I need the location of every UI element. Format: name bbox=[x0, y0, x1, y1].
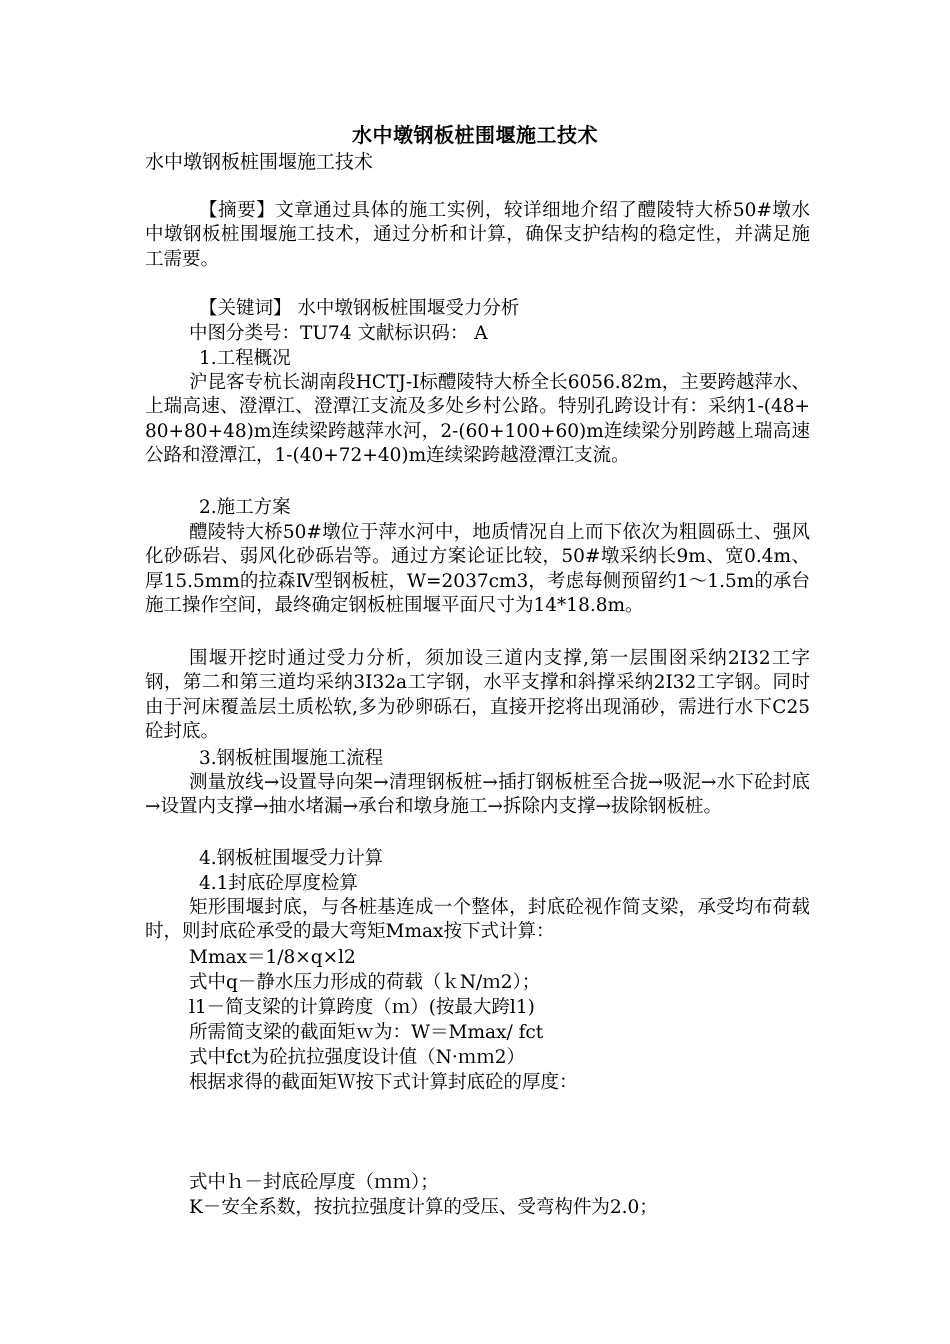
abstract-paragraph: 【摘要】文章通过具体的施工实例，较详细地介绍了醴陵特大桥50#墩水中墩钢板桩围堰施工技术，通过分析和计算，确保支护结构的稳定性，并满足施工需要。 bbox=[145, 200, 810, 270]
section-heading-1: 1.工程概况 bbox=[199, 348, 291, 369]
section-heading-3: 3.钢板桩围堰施工流程 bbox=[199, 748, 384, 769]
keywords-line: 【关键词】 水中墩钢板桩围堰受力分析 bbox=[199, 298, 520, 319]
formula-w-definition: 所需简支梁的截面矩ｗ为：W＝Mmax/ fct bbox=[189, 1022, 544, 1043]
section-heading-2: 2.施工方案 bbox=[199, 497, 291, 518]
section-heading-4-1: 4.1封底砼厚度检算 bbox=[199, 873, 358, 894]
section-3-body: 测量放线→设置导向架→清理钢板桩→插打钢板桩至合拢→吸泥→水下砼封底→设置内支撑→抽水堵漏→承台和墩身施工→拆除内支撑→拔除钢板桩。 bbox=[145, 772, 810, 818]
formula-fct-definition: 式中fct为砼抗拉强度设计值（N·ｍｍ2） bbox=[189, 1047, 525, 1068]
formula-q-definition: 式中q－静水压力形成的荷载（ｋN/ｍ2）； bbox=[189, 972, 541, 993]
section-2-body-1: 醴陵特大桥50#墩位于萍水河中，地质情况自上而下依次为粗圆砾土、强风化砂砾岩、弱风化砂砾岩等。通过方案论证比较，50#墩采纳长9m、宽0.4m、厚15.5mm的拉森Ⅳ型钢板桩，W=2037cm3，考虑每侧预留约1～1.5m的承台施工操作空间，最终确定钢板桩围堰平面尺寸为14*18.8m。 bbox=[145, 522, 810, 616]
formula-h-definition: 式中ｈ－封底砼厚度（ｍｍ）； bbox=[189, 1172, 439, 1193]
document-title: 水中墩钢板桩围堰施工技术 bbox=[352, 123, 598, 147]
formula-thickness-intro: 根据求得的截面矩Ｗ按下式计算封底砼的厚度： bbox=[189, 1072, 578, 1093]
section-2-body-2: 围堰开挖时通过受力分析，须加设三道内支撑,第一层围囹采纳2I32工字钢，第二和第三道均采纳3I32a工字钢，水平支撑和斜撑采纳2I32工字钢。同时由于河床覆盖层土质松软,多为砂卵砾石，直接开挖将出现涌砂，需进行水下C25砼封底。 bbox=[145, 648, 810, 742]
formula-k-definition: K－安全系数，按抗拉强度计算的受压、受弯构件为2.0； bbox=[189, 1197, 658, 1218]
formula-mmax: Mmax＝1/8×q×l2 bbox=[189, 947, 356, 968]
document-subtitle: 水中墩钢板桩围堰施工技术 bbox=[145, 151, 374, 173]
classification-line: 中图分类号：TU74 文献标识码： A bbox=[189, 323, 488, 344]
section-1-body: 沪昆客专杭长湖南段HCTJ-I标醴陵特大桥全长6056.82m，主要跨越萍水、上瑞高速、澄潭江、澄潭江支流及多处乡村公路。特别孔跨设计有：采纳1-(48+80+80+48)m连续梁跨越萍水河，2-(60+100+60)m连续梁分别跨越上瑞高速公路和澄潭江，1-(40+72+40)m连续梁跨越澄潭江支流。 bbox=[145, 372, 810, 466]
section-heading-4: 4.钢板桩围堰受力计算 bbox=[199, 848, 384, 869]
section-4-1-body: 矩形围堰封底，与各桩基连成一个整体，封底砼视作简支梁，承受均布荷载时，则封底砼承受的最大弯矩Mmax按下式计算： bbox=[145, 897, 810, 943]
formula-l1-definition: l1－简支梁的计算跨度（ｍ）(按最大跨l1) bbox=[189, 997, 535, 1018]
